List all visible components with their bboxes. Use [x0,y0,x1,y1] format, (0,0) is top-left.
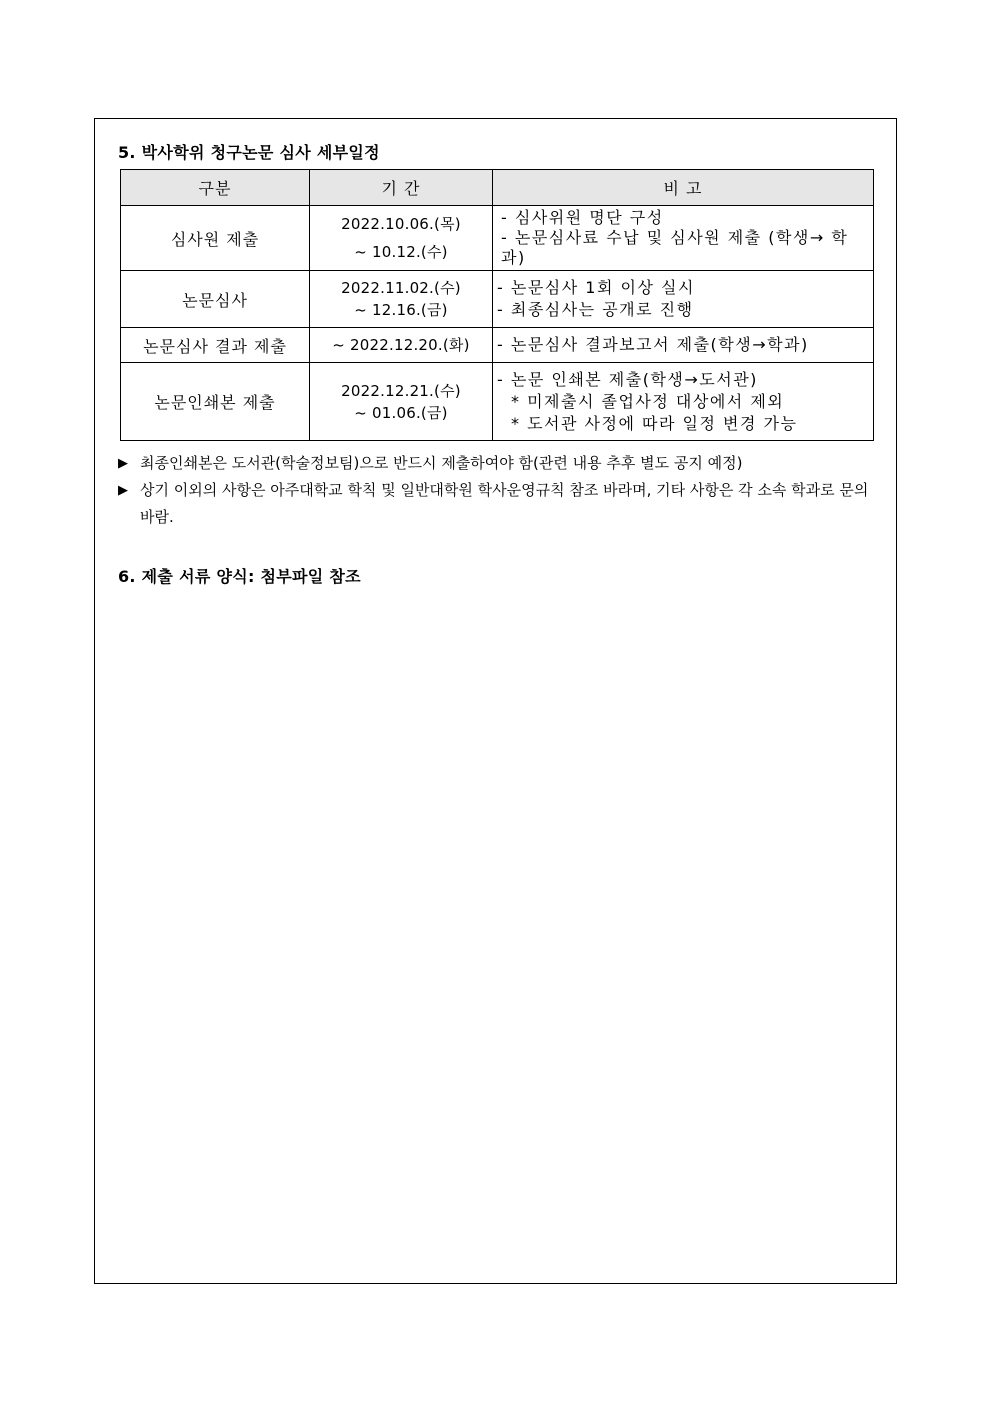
note-line: - 심사위원 명단 구성 [501,208,664,227]
row-period [310,328,493,363]
note-line: * 미제출시 졸업사정 대상에서 제외 [511,391,785,411]
notice-text: 상기 이외의 사항은 아주대학교 학칙 및 일반대학원 학사운영규칙 참조 바라며, 기타 사항은 각 소속 학과로 문의 바람. [140,481,869,526]
notice-item [118,450,873,477]
period-range: ~ 2022.12.20.(화) [332,336,470,354]
table-row [121,206,874,271]
table-header-row [121,170,874,206]
section-5-title: 5. 박사학위 청구논문 심사 세부일정 [118,143,380,162]
header-period: 기 간 [310,170,493,206]
period-start: 2022.10.06.(목) [341,215,461,233]
triangle-bullet-icon: ▶ [118,456,128,471]
notice-item [118,477,873,531]
note-line: - 논문심사 결과보고서 제출(학생→학과) [497,335,809,354]
row-notes [493,328,874,363]
row-period [310,363,493,441]
notice-list [118,450,873,531]
note-line: - 논문 인쇄본 제출(학생→도서관) [497,369,758,389]
row-period [310,271,493,328]
row-category: 심사원 제출 [121,206,310,271]
triangle-bullet-icon: ▶ [118,483,128,498]
row-category: 논문심사 [121,271,310,328]
header-category: 구분 [121,170,310,206]
period-end: ~ 10.12.(수) [354,243,448,261]
note-line: - 논문심사료 수납 및 심사원 제출 (학생→ 학과) [501,228,849,267]
row-period [310,206,493,271]
note-line: - 논문심사 1회 이상 실시 [497,278,695,297]
notice-text: 최종인쇄본은 도서관(학술정보팀)으로 반드시 제출하여야 함(관련 내용 추후 별도 공지 예정) [140,454,743,472]
schedule-table [120,169,874,441]
period-start: 2022.12.21.(수) [341,381,461,400]
row-notes [493,271,874,328]
table-row [121,328,874,363]
note-line: - 최종심사는 공개로 진행 [497,300,694,319]
table-row [121,363,874,441]
header-notes: 비 고 [493,170,874,206]
row-notes [493,363,874,441]
table-row [121,271,874,328]
row-notes [493,206,874,271]
row-category: 논문심사 결과 제출 [121,328,310,363]
period-end: ~ 01.06.(금) [354,403,448,422]
period-end: ~ 12.16.(금) [354,301,448,319]
note-line: * 도서관 사정에 따라 일정 변경 가능 [511,413,798,433]
section-6-title: 6. 제출 서류 양식: 첨부파일 참조 [118,567,361,586]
period-start: 2022.11.02.(수) [341,279,461,297]
row-category: 논문인쇄본 제출 [121,363,310,441]
